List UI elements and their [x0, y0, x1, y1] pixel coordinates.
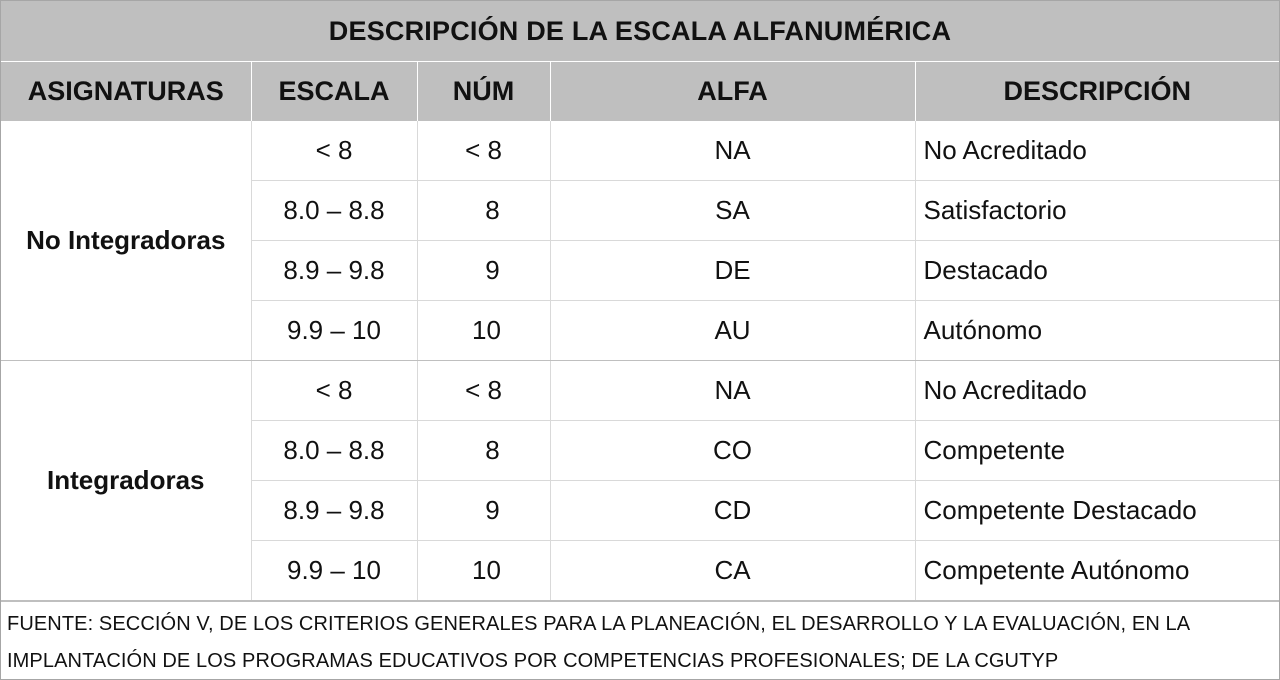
cell-descripcion: Destacado	[915, 241, 1279, 301]
cell-escala: 9.9 – 10	[251, 541, 417, 601]
cell-descripcion: Competente	[915, 421, 1279, 481]
cell-num: 8	[417, 181, 550, 241]
header-descripcion: DESCRIPCIÓN	[915, 62, 1279, 121]
source-note	[1, 601, 1279, 680]
header-row	[1, 62, 1279, 121]
cell-num: < 8	[417, 361, 550, 421]
cell-descripcion: Competente Destacado	[915, 481, 1279, 541]
table-row	[1, 121, 1279, 181]
escala-table	[1, 62, 1279, 601]
group-label-integradoras: Integradoras	[1, 361, 251, 601]
cell-descripcion: Competente Autónomo	[915, 541, 1279, 601]
header-escala: ESCALA	[251, 62, 417, 121]
cell-num: 9	[417, 241, 550, 301]
cell-alfa: CD	[550, 481, 915, 541]
cell-alfa: AU	[550, 301, 915, 361]
cell-descripcion: Satisfactorio	[915, 181, 1279, 241]
source-note-line-1: FUENTE: SECCIÓN V, DE LOS CRITERIOS GENERALES PARA LA PLANEACIÓN, EL DESARROLLO Y LA EVALUACIÓN, EN LA	[7, 613, 1191, 635]
header-num: NÚM	[417, 62, 550, 121]
cell-num: 10	[417, 541, 550, 601]
cell-alfa: DE	[550, 241, 915, 301]
cell-descripcion: No Acreditado	[915, 361, 1279, 421]
table-title: DESCRIPCIÓN DE LA ESCALA ALFANUMÉRICA	[1, 1, 1279, 62]
cell-alfa: NA	[550, 121, 915, 181]
header-alfa: ALFA	[550, 62, 915, 121]
cell-escala: < 8	[251, 361, 417, 421]
table-row	[1, 361, 1279, 421]
cell-num: 10	[417, 301, 550, 361]
cell-escala: 8.0 – 8.8	[251, 421, 417, 481]
header-asignaturas: ASIGNATURAS	[1, 62, 251, 121]
source-note-line-2: IMPLANTACIÓN DE LOS PROGRAMAS EDUCATIVOS POR COMPETENCIAS PROFESIONALES; DE LA CGUTYP	[7, 650, 1059, 672]
cell-escala: 9.9 – 10	[251, 301, 417, 361]
cell-alfa: SA	[550, 181, 915, 241]
cell-escala: 8.9 – 9.8	[251, 481, 417, 541]
cell-escala: < 8	[251, 121, 417, 181]
cell-alfa: NA	[550, 361, 915, 421]
cell-descripcion: Autónomo	[915, 301, 1279, 361]
cell-num: < 8	[417, 121, 550, 181]
cell-descripcion: No Acreditado	[915, 121, 1279, 181]
cell-escala: 8.9 – 9.8	[251, 241, 417, 301]
cell-num: 8	[417, 421, 550, 481]
cell-escala: 8.0 – 8.8	[251, 181, 417, 241]
cell-num: 9	[417, 481, 550, 541]
group-label-no-integradoras: No Integradoras	[1, 121, 251, 361]
cell-alfa: CA	[550, 541, 915, 601]
cell-alfa: CO	[550, 421, 915, 481]
